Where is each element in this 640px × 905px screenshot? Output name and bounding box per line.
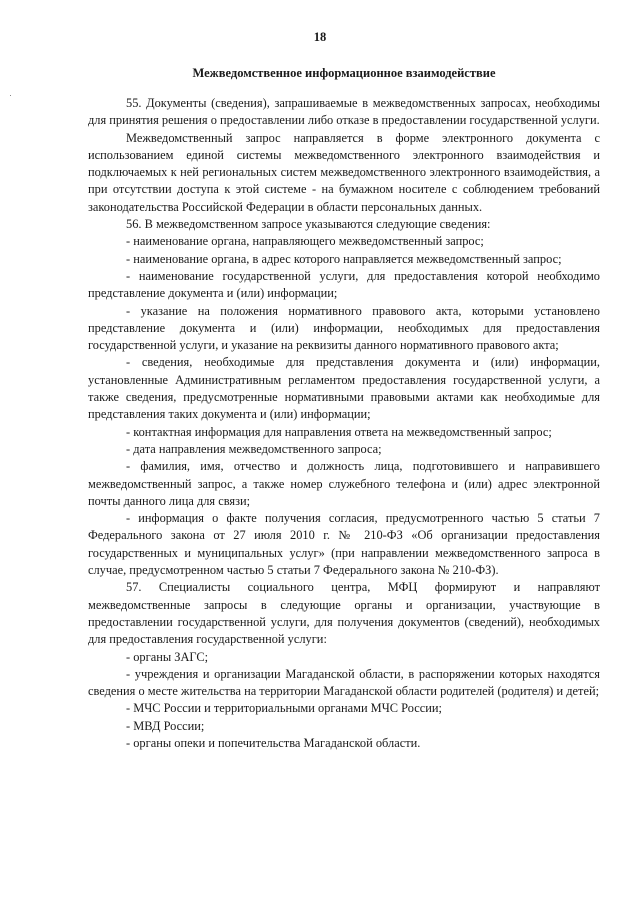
document-body bbox=[88, 95, 600, 752]
list-item: - дата направления межведомственного запроса; bbox=[126, 441, 382, 456]
page-number: 18 bbox=[313, 30, 327, 44]
scan-edge-mark bbox=[10, 95, 11, 96]
list-item: - указание на положения нормативного правового акта, которыми установлено представление документа и (или) информации, необходимых для предоставления государственной услуги, и указание на реквизиты данного нормативного правового акта; bbox=[88, 303, 600, 353]
list-item: - учреждения и организации Магаданской области, в распоряжении которых находятся сведения о месте жительства на территории Магаданской области родителей (родителя) и детей; bbox=[88, 666, 600, 699]
list-item: - МВД России; bbox=[126, 718, 205, 733]
list-item: - наименование государственной услуги, для предоставления которой необходимо представление документа и (или) информации; bbox=[88, 268, 600, 301]
paragraph: 55. Документы (сведения), запрашиваемые в межведомственных запросах, необходимы для принятия решения о предоставлении либо отказе в предоставлении государственной услуги. bbox=[88, 96, 600, 128]
paragraph: 57. Специалисты социального центра, МФЦ формируют и направляют межведомственные запросы в следующие органы и организации, участвующие в предоставлении государственной услуги, для получения документов (сведений), необходимых для предоставления государственной услуги: bbox=[88, 580, 600, 647]
list-item: - сведения, необходимые для представления документа и (или) информации, установленные Административным регламентом предоставления государственной услуги, а также сведения, предусмотренные нормативными правовыми актами как необходимые для представления таких документа и (или) информации; bbox=[88, 355, 600, 422]
list-item: - фамилия, имя, отчество и должность лица, подготовившего и направившего межведомственный запрос, а также номер служебного телефона и (или) адрес электронной почты данного лица для связи; bbox=[88, 459, 600, 508]
list-item: - информация о факте получения согласия, предусмотренного частью 5 статьи 7 Федерального закона от 27 июля 2010 г. № 210-ФЗ «Об организации предоставления государственных и муниципальных услуг» (при направлении межведомственного запроса в случае, предусмотренном частью 5 статьи 7 Федерального закона № 210-ФЗ). bbox=[88, 511, 600, 578]
list-item: - наименование органа, направляющего межведомственный запрос; bbox=[126, 234, 484, 249]
list-item: - органы ЗАГС; bbox=[126, 649, 209, 664]
list-item: - наименование органа, в адрес которого направляется межведомственный запрос; bbox=[126, 251, 562, 266]
section-heading: Межведомственное информационное взаимодействие bbox=[192, 66, 496, 80]
paragraph: Межведомственный запрос направляется в форме электронного документа с использованием единой системы межведомственного электронного взаимодействия и подключаемых к ней региональных систем межведомственного электронного взаимодействия, а при отсутствии доступа к этой системе - на бумажном носителе с соблюдением требований законодательства Российской Федерации в области персональных данных. bbox=[88, 130, 600, 214]
list-item: - МЧС России и территориальными органами МЧС России; bbox=[126, 701, 442, 716]
paragraph: 56. В межведомственном запросе указываются следующие сведения: bbox=[126, 217, 491, 232]
list-item: - контактная информация для направления ответа на межведомственный запрос; bbox=[126, 424, 552, 439]
list-item: - органы опеки и попечительства Магаданской области. bbox=[126, 735, 421, 750]
